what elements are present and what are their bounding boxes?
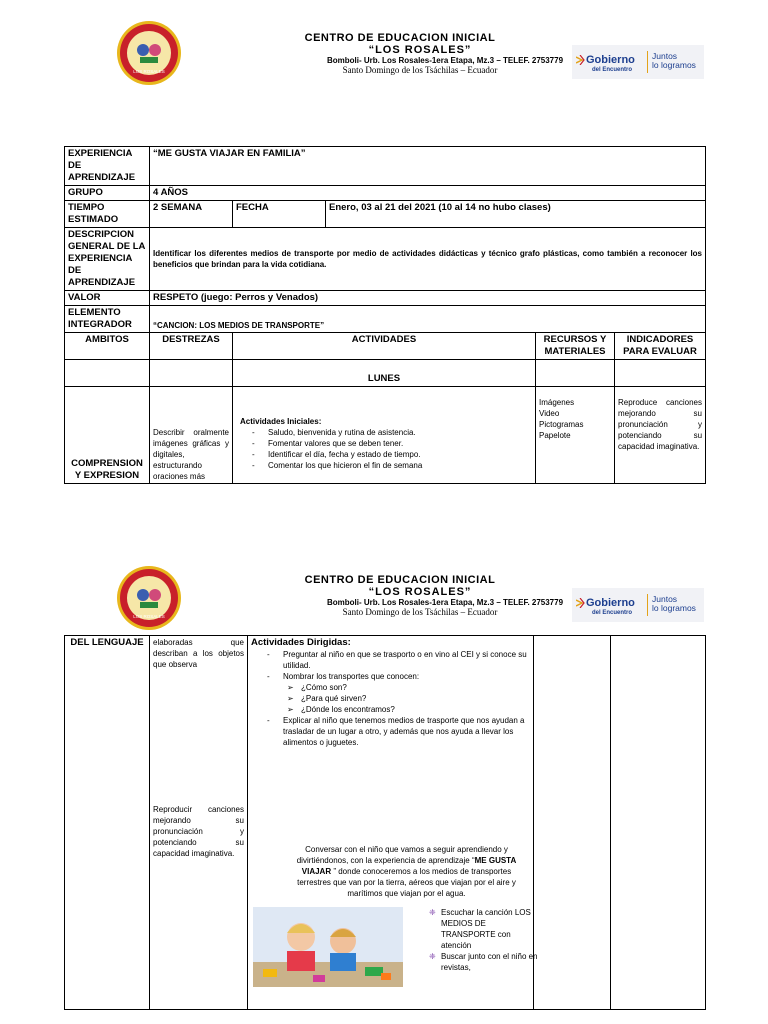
act-iniciales-title: Actividades Iniciales: xyxy=(240,417,322,426)
list-item: ❈ Buscar junto con el niño en revistas, xyxy=(441,951,541,973)
row-headers xyxy=(65,333,706,360)
row-lenguaje xyxy=(65,636,706,1010)
activity-media xyxy=(251,907,538,997)
recurso-item: Video xyxy=(539,409,560,418)
recursos-list xyxy=(536,387,615,484)
label-fecha: FECHA xyxy=(233,201,326,228)
value-elemento: “CANCION: LOS MEDIOS DE TRANSPORTE” xyxy=(150,306,706,333)
gov-slogan: Juntos lo logramos xyxy=(652,594,696,613)
institution-name: CENTRO DE EDUCACION INICIAL xyxy=(304,574,496,586)
address-line: Bomboli- Urb. Los Rosales-1era Etapa, Mz.3 – TELEF. 2753779 xyxy=(326,56,564,65)
planning-table-continued xyxy=(64,635,706,1010)
row-day xyxy=(65,360,706,387)
label-descripcion: DESCRIPCION GENERAL DE LA EXPERIENCIA DE APRENDIZAJE xyxy=(65,228,150,291)
letterhead xyxy=(200,32,600,75)
list-item: - Saludo, bienvenida y rutina de asistencia. xyxy=(268,427,532,438)
value-experiencia: “ME GUSTA VIAJAR EN FAMILIA” xyxy=(150,147,706,186)
act-dirigidas-title: Actividades Dirigidas: xyxy=(251,637,351,648)
list-item: - Fomentar valores que se deben tener. xyxy=(268,438,532,449)
school-name: “LOS ROSALES” xyxy=(368,586,472,598)
destrezas-cell xyxy=(150,636,248,1010)
value-fecha: Enero, 03 al 21 del 2021 (10 al 14 no hubo clases) xyxy=(326,201,706,228)
svg-text:LOS ROSALES: LOS ROSALES xyxy=(133,69,165,74)
gov-arrows-icon xyxy=(576,598,586,608)
label-elemento: ELEMENTO INTEGRADOR xyxy=(65,306,150,333)
gov-sub: del Encuentro xyxy=(592,610,633,616)
sub-list-item: ➢ ¿Para qué sirven? xyxy=(301,693,530,704)
row-comprension xyxy=(65,387,706,484)
institution-name: CENTRO DE EDUCACION INICIAL xyxy=(304,32,496,44)
row-tiempo xyxy=(65,201,706,228)
planning-table xyxy=(64,146,706,484)
indicadores-cell xyxy=(611,636,706,1010)
col-indicadores: INDICADORES PARA EVALUAR xyxy=(615,333,706,360)
list-item: - Identificar el día, fecha y estado de tiempo. xyxy=(268,449,532,460)
label-tiempo: TIEMPO ESTIMADO xyxy=(65,201,150,228)
city-line: Santo Domingo de los Tsáchilas – Ecuador xyxy=(342,65,498,75)
recurso-item: Pictogramas xyxy=(539,420,584,429)
row-experiencia xyxy=(65,147,706,186)
row-valor xyxy=(65,291,706,306)
list-item: - Explicar al niño que tenemos medios de trasporte que nos ayudan a trasladar de un lugar a otro, y además que nos ayuda a llevar los alimentos o juguetes. xyxy=(283,715,530,748)
school-name: “LOS ROSALES” xyxy=(368,44,472,56)
letterhead xyxy=(200,574,600,617)
recurso-item: Papelote xyxy=(539,431,571,440)
ambito-comprension: COMPRENSION Y EXPRESION xyxy=(65,387,150,484)
destreza-2: Reproducir canciones mejorando su pronunciación y potenciando su capacidad imaginativa. xyxy=(153,805,244,858)
government-logo xyxy=(572,588,704,622)
list-item: ❈ Escuchar la canción LOS MEDIOS DE TRANSPORTE con atención xyxy=(441,907,541,951)
value-grupo: 4 AÑOS xyxy=(150,186,706,201)
destreza-1: Describir oralmente imágenes gráficas y digitales, estructurando oraciones más xyxy=(150,387,233,484)
actividades-iniciales xyxy=(233,387,536,484)
sub-list-item: ➢ ¿Dónde los encontramos? xyxy=(301,704,530,715)
row-descripcion xyxy=(65,228,706,291)
ambito-lenguaje: DEL LENGUAJE xyxy=(65,636,150,1010)
recursos-cell xyxy=(534,636,611,1010)
gov-word: Gobierno xyxy=(586,54,635,66)
page-1 xyxy=(0,0,768,481)
gov-slogan: Juntos lo logramos xyxy=(652,51,696,70)
gov-separator xyxy=(647,594,648,616)
indicador-1: Reproduce canciones mejorando su pronunciación y potenciando su capacidad imaginativa. xyxy=(615,387,706,484)
children-playing-photo xyxy=(253,907,403,987)
page-2 xyxy=(0,555,768,1024)
value-tiempo: 2 SEMANA xyxy=(150,201,233,228)
svg-text:LOS ROSALES: LOS ROSALES xyxy=(133,614,165,619)
recurso-item: Imágenes xyxy=(539,398,575,407)
label-grupo: GRUPO xyxy=(65,186,150,201)
col-destrezas: DESTREZAS xyxy=(150,333,233,360)
day-label: LUNES xyxy=(233,360,536,387)
row-grupo xyxy=(65,186,706,201)
value-valor: RESPETO (juego: Perros y Venados) xyxy=(150,291,706,306)
school-logo xyxy=(116,565,182,631)
row-elemento xyxy=(65,306,706,333)
school-logo xyxy=(116,20,182,86)
value-descripcion: Identificar los diferentes medios de transporte por medio de actividades didácticas y técnico grafo plásticas, como también a reconocer los beneficios que brindan para la vida cotidiana. xyxy=(150,228,706,291)
list-item: - Nombrar los transportes que conocen: xyxy=(283,671,530,682)
list-item: - Preguntar al niño en que se trasporto o en vino al CEI y si conoce su utilidad. xyxy=(283,649,530,671)
gov-separator xyxy=(647,51,648,73)
col-ambitos: AMBITOS xyxy=(65,333,150,360)
list-item: - Comentar los que hicieron el fin de semana xyxy=(268,460,532,471)
label-valor: VALOR xyxy=(65,291,150,306)
sub-list-item: ➢ ¿Cómo son? xyxy=(301,682,530,693)
gov-sub: del Encuentro xyxy=(592,67,633,73)
gov-arrows-icon xyxy=(576,55,586,65)
address-line: Bomboli- Urb. Los Rosales-1era Etapa, Mz.3 – TELEF. 2753779 xyxy=(326,598,564,607)
actividades-dirigidas xyxy=(248,636,538,1010)
col-recursos: RECURSOS Y MATERIALES xyxy=(536,333,615,360)
city-line: Santo Domingo de los Tsáchilas – Ecuador xyxy=(342,607,498,617)
conversation-paragraph: Conversar con el niño que vamos a seguir aprendiendo y divirtiéndonos, con la experiencia de aprendizaje “ME GUSTA VIAJAR ” donde conoceremos a los medios de transportes terrestres que van por la tierra, aéreos que viajan por el aire y marítimos que viajan por el agua. xyxy=(296,845,517,898)
gov-word: Gobierno xyxy=(586,597,635,609)
government-logo xyxy=(572,45,704,79)
destreza-cont: elaboradas que describan a los objetos que observa xyxy=(153,638,244,669)
col-actividades: ACTIVIDADES xyxy=(233,333,536,360)
label-experiencia: EXPERIENCIA DE APRENDIZAJE xyxy=(65,147,150,186)
